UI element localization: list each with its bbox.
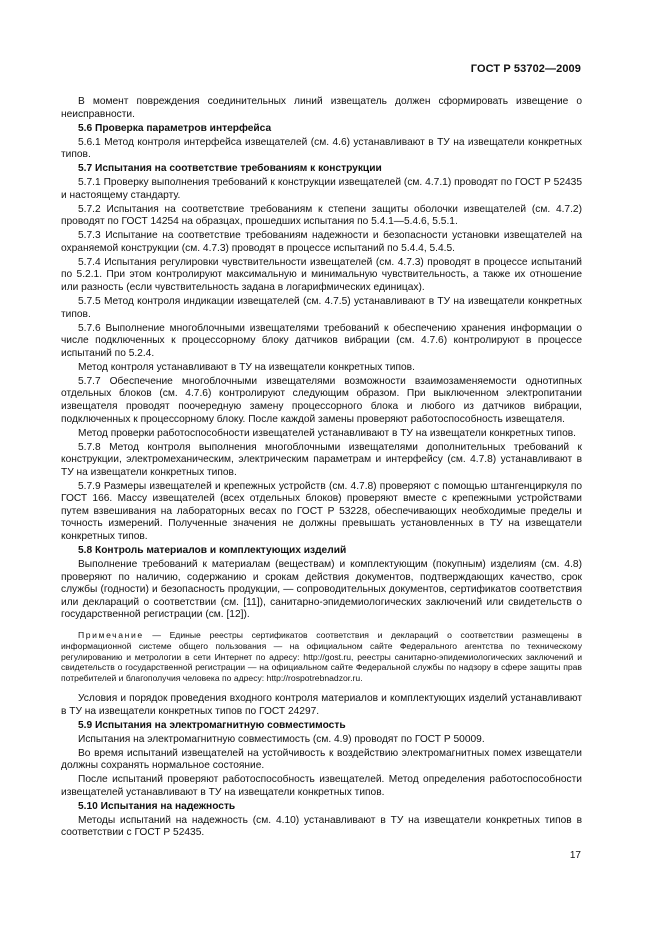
section-heading: 5.8 Контроль материалов и комплектующих изделий bbox=[78, 545, 347, 557]
paragraph: 5.7.7 Обеспечение многоблочными извещателями возможности взаимозаменяемости однотипных отдельных блоков (см. 4.7.6) контролируют следующим образом. При выключенном электропитании извещателя проводят поочередную замену процессорного блока и любого из датчиков вибрации, подключенных к процессорному блоку. После каждой замены проверяют работоспособность извещателя. bbox=[61, 375, 582, 425]
paragraph: Методы испытаний на надежность (см. 4.10) устанавливают в ТУ на извещатели конкретных типов в соответствии с ГОСТ Р 52435. bbox=[61, 814, 582, 839]
note bbox=[61, 630, 582, 684]
section-heading: 5.9 Испытания на электромагнитную совместимость bbox=[78, 719, 346, 731]
paragraph: 5.7.2 Испытания на соответствие требованиям к степени защиты оболочки извещателей (см. 4.7.2) проводят по ГОСТ 14254 на образцах, прошедших испытания по 5.4.1—5.4.6, 5.5.1. bbox=[61, 203, 582, 228]
paragraph: 5.7.6 Выполнение многоблочными извещателями требований к обеспечению хранения информации о числе подключенных к процессорному блоку датчиков вибрации (см. 4.7.6) контролируют в процессе испытаний по 5.2.4. bbox=[61, 322, 582, 359]
page-number: 17 bbox=[569, 850, 581, 861]
paragraph: 5.7.8 Метод контроля выполнения многоблочными извещателями дополнительных требований к конструкции, электромеханическим, электрическим параметрам и интерфейсу (см. 4.7.8) устанавливают в ТУ на извещатели конкретных типов. bbox=[61, 441, 582, 478]
paragraph: 5.7.9 Размеры извещателей и крепежных устройств (см. 4.7.8) проверяют с помощью штангенциркуля по ГОСТ 166. Массу извещателей (всех отдельных блоков) проверяют вместе с крепежными устройствами путем взвешивания на лабораторных весах по ГОСТ Р 53228, обеспечивающих необходимые пределы и точность измерений. Полученные значения не должны превышать установленных в ТУ на извещатели конкретных типов. bbox=[61, 480, 582, 543]
paragraph: Условия и порядок проведения входного контроля материалов и комплектующих изделий устанавливают в ТУ на извещатели конкретных типов по ГОСТ 24297. bbox=[61, 692, 582, 717]
body-paragraphs-after-note bbox=[61, 693, 582, 840]
paragraph: Во время испытаний извещателей на устойчивость к воздействию электромагнитных помех извещатели должны сохранять нормальное состояние. bbox=[61, 747, 582, 772]
body-paragraphs-before-note bbox=[61, 96, 582, 622]
section-heading: 5.6 Проверка параметров интерфейса bbox=[78, 122, 272, 134]
document-id-header: ГОСТ Р 53702—2009 bbox=[470, 63, 581, 75]
paragraph: В момент повреждения соединительных линий извещатель должен сформировать извещение о неисправности. bbox=[61, 96, 582, 120]
paragraph: 5.7.1 Проверку выполнения требований к конструкции извещателей (см. 4.7.1) проводят по ГОСТ Р 52435 и настоящему стандарту. bbox=[61, 177, 582, 201]
paragraph: 5.7.5 Метод контроля индикации извещателей (см. 4.7.5) устанавливают в ТУ на извещатели конкретных типов. bbox=[61, 296, 582, 320]
paragraph: После испытаний проверяют работоспособность извещателей. Метод определения работоспособности извещателей устанавливают в ТУ на извещатели конкретных типов. bbox=[61, 774, 582, 798]
paragraph: Метод проверки работоспособности извещателей устанавливают в ТУ на извещатели конкретных типов. bbox=[78, 427, 576, 439]
paragraph: Испытания на электромагнитную совместимость (см. 4.9) проводят по ГОСТ Р 50009. bbox=[78, 733, 485, 745]
note-text: — Единые реестры сертификатов соответствия и деклараций о соответствии размещены в информационной системе общего пользования — на официальном сайте Федерального агентства по техническому регулированию и метрологии в сети Интернет по адресу: http://gost.ru, реестры санитарно-эпидемиологических заключений и свидетельств о государственной регистрации — на официальном сайте Федеральной службы по надзору в сфере защиты прав потребителей и благополучия человека по адресу: http://rospotrebnadzor.ru. bbox=[61, 630, 582, 684]
note-label: Примечание bbox=[78, 630, 144, 640]
body-text bbox=[61, 96, 582, 841]
paragraph: 5.7.3 Испытание на соответствие требованиям надежности и безопасности установки извещателей на охраняемой конструкции (см. 4.7.3) проводят в процессе испытаний по 5.4.4, 5.4.5. bbox=[61, 230, 582, 254]
paragraph: Выполнение требований к материалам (веществам) и комплектующим (покупным) изделиям (см. 4.8) проверяют по наличию, содержанию и срокам действия документов, подтверждающих качество, срок службы (годности) и безопасность продукции, — сопроводительных документов, сертификатов соответствия или деклараций о соответствии (см. [11]), санитарно-эпидемиологических заключений или свидетельств о государственной регистрации (см. [12]). bbox=[61, 559, 582, 621]
paragraph: 5.6.1 Метод контроля интерфейса извещателей (см. 4.6) устанавливают в ТУ на извещатели конкретных типов. bbox=[61, 136, 582, 161]
paragraph: 5.7.4 Испытания регулировки чувствительности извещателей (см. 4.7.3) проводят в процессе испытаний по 5.2.1. При этом контролируют максимальную и минимальную чувствительность, а также их отношение или разность (если чувствительность задана в логарифмических единицах). bbox=[61, 256, 582, 294]
section-heading: 5.10 Испытания на надежность bbox=[78, 800, 236, 812]
section-heading: 5.7 Испытания на соответствие требованиям к конструкции bbox=[78, 163, 382, 175]
paragraph: Метод контроля устанавливают в ТУ на извещатели конкретных типов. bbox=[78, 361, 415, 373]
